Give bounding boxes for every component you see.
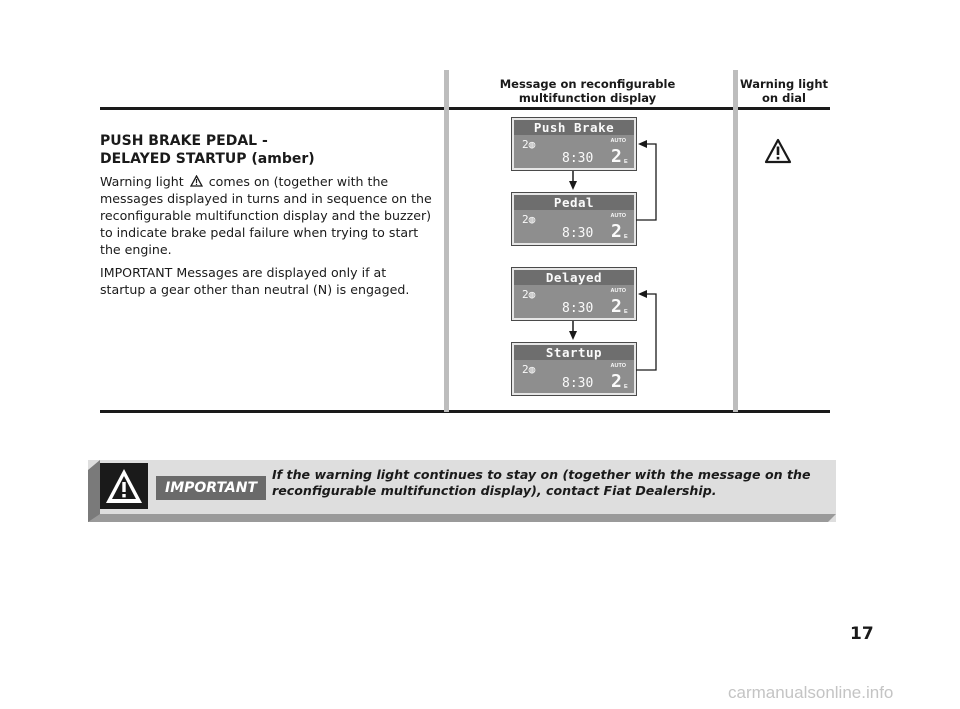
important-label: IMPORTANT <box>156 476 266 500</box>
light-indicator-icon: ◍ <box>528 213 536 226</box>
dial-column-header: Warning light on dial <box>739 77 829 105</box>
display-mode: AUTO <box>610 213 626 219</box>
heading-line-1: PUSH BRAKE PEDAL - <box>100 133 268 149</box>
display-time: 8:30 <box>562 301 594 316</box>
display-mode: AUTO <box>610 363 626 369</box>
loop-back-arrow-icon <box>636 290 656 370</box>
display-mode: AUTO <box>610 138 626 144</box>
display-left-indicator: 2◍ <box>522 213 536 226</box>
display-time: 8:30 <box>562 226 594 241</box>
light-indicator-icon: ◍ <box>528 138 536 151</box>
arrow-down-icon <box>569 321 577 340</box>
paragraph-2: IMPORTANT Messages are displayed only if at startup a gear other than neutral (N) is engaged. <box>100 265 410 297</box>
display-column-header: Message on reconfigurable multifunction display <box>499 77 676 105</box>
display-gear-mode: E <box>624 159 628 165</box>
heading-line-2: DELAYED STARTUP (amber) <box>100 151 315 167</box>
display-gear: 2 <box>611 146 622 167</box>
light-indicator-icon: ◍ <box>528 363 536 376</box>
important-text: If the warning light continues to stay on (together with the message on the reconfigurable multifunction display), contact Fiat Dealership. <box>272 467 811 498</box>
warning-triangle-icon <box>764 138 792 164</box>
display-left-indicator: 2◍ <box>522 138 536 151</box>
display-mode: AUTO <box>610 288 626 294</box>
page-number: 17 <box>850 624 874 644</box>
paragraph-1-start: Warning light <box>100 174 184 189</box>
warning-triangle-icon <box>100 463 148 509</box>
display-time: 8:30 <box>562 151 594 166</box>
display-gear-mode: E <box>624 234 628 240</box>
display-message: Startup <box>545 345 603 360</box>
display-left-indicator: 2◍ <box>522 288 536 301</box>
display-gear-mode: E <box>624 384 628 390</box>
display-left-indicator: 2◍ <box>522 363 536 376</box>
display-gear: 2 <box>611 221 622 242</box>
display-gear-mode: E <box>624 309 628 315</box>
arrow-down-icon <box>569 171 577 190</box>
display-message: Delayed <box>545 270 603 285</box>
paragraph-1-rest: comes on (together with the messages displayed in turns and in sequence on the reconfigurable multifunction display and the buzzer) to indicate brake pedal failure when trying to start the engine. <box>100 174 432 257</box>
display-gear: 2 <box>611 371 622 392</box>
display-message: Pedal <box>553 195 595 210</box>
warning-icon-box <box>100 463 148 509</box>
display-message: Push Brake <box>533 120 615 135</box>
light-indicator-icon: ◍ <box>528 288 536 301</box>
display-gear: 2 <box>611 296 622 317</box>
watermark: carmanualsonline.info <box>728 683 894 702</box>
display-time: 8:30 <box>562 376 594 391</box>
loop-back-arrow-icon <box>636 140 656 220</box>
